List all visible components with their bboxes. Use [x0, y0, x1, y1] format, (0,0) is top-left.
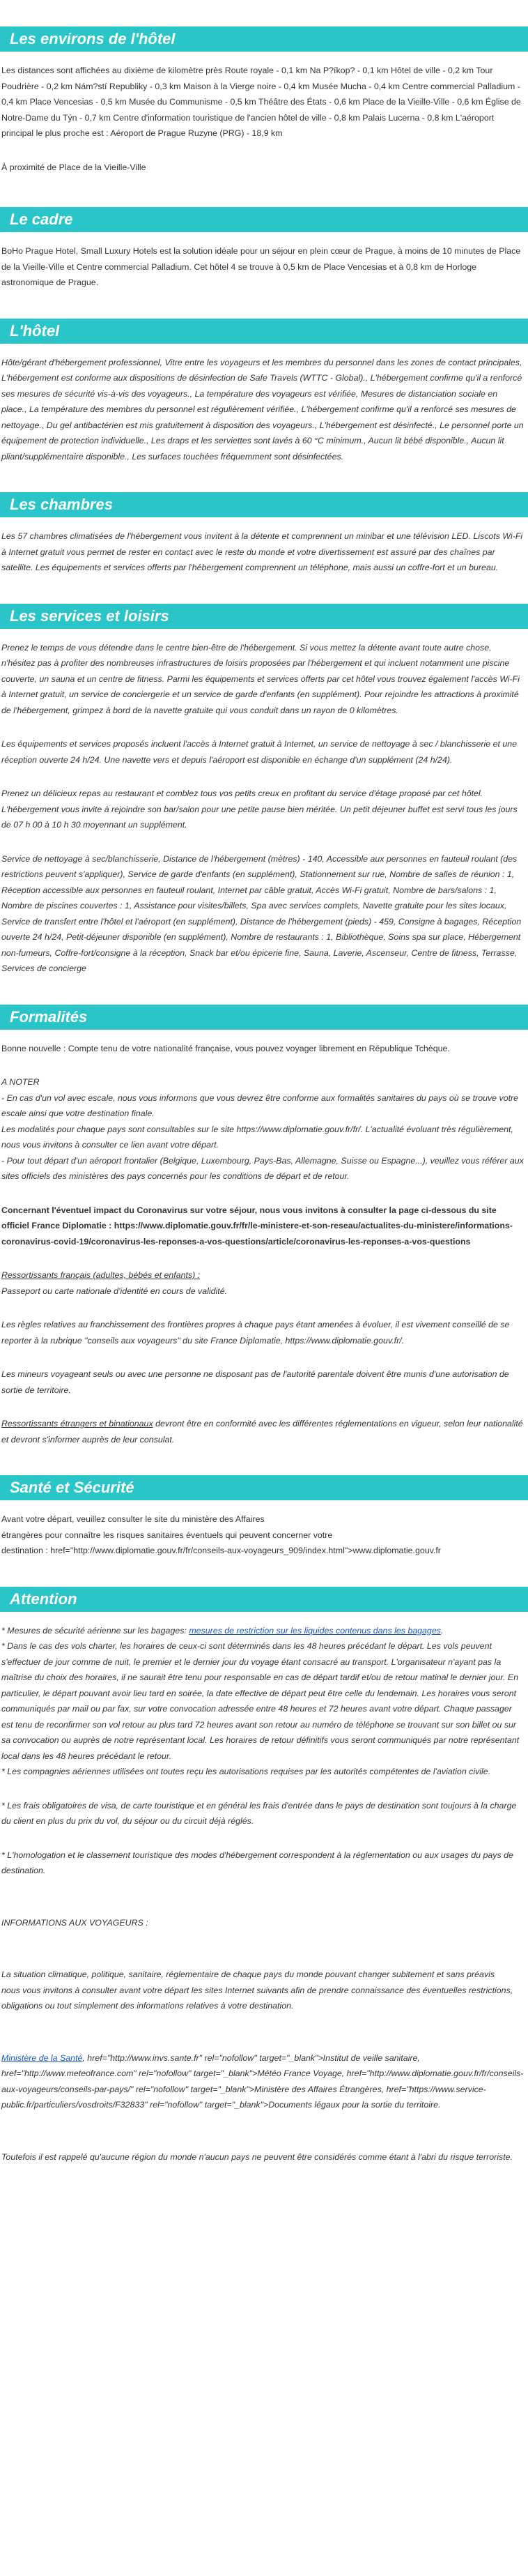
section-attention — [0, 1587, 528, 2165]
environs-distances: Les distances sont affichées au dixième de kilomètre près Route royale - 0,1 km Na P?íkop? - 0,1 km Hôtel de ville - 0,2 km Tour Poudrière - 0,2 km Nám?stí Republiky - 0,3 km Maison à la Vierge noire - 0,4 km Musée Mucha - 0,4 km Centre commercial Palladium - 0,4 km Place Vencesias - 0,5 km Musée du Communisme - 0,5 km Théâtre des États - 0,6 km Place de la Vieille-Ville - 0,6 km Église de Notre-Dame du Týn - 0,7 km Centre d'information touristique de l'ancien hôtel de ville - 0,8 km Palais Lucerna - 0,8 km L'aéroport principal le plus proche est : Aéroport de Prague Ruzyne (PRG) - 18,9 km — [1, 66, 521, 138]
environs-proximity: À proximité de Place de la Vieille-Ville — [1, 162, 146, 172]
attention-baggage-prefix: * Mesures de sécurité aérienne sur les bagages: — [1, 1625, 189, 1636]
section-title: L'hôtel — [0, 319, 528, 344]
hotel-info-page — [0, 26, 528, 2165]
services-paragraph: Les équipements et services proposés incluent l'accès à Internet gratuit à Internet, un service de nettoyage à sec / blanchisserie et une réception ouverte 24 h/24. Une navette vers et depuis l'aéroport est disponible en échange d'un supplément (24 h/24). — [1, 739, 518, 765]
section-title: Les services et loisirs — [0, 604, 528, 629]
attention-links-text: , href="http://www.invs.sante.fr" rel="nofollow" target="_blank">Institut de veille sanitaire, href="http://www.meteofrance.com" rel="nofollow" target="_blank">Météo France Voyage, href="http://www.diplomatie.gouv.fr/fr/conseils-aux-voyageurs/conseils-par-pays/" rel="nofollow" target="_blank">Ministère des Affaires Étrangères, href="https://www.service-public.fr/particuliers/vosdroits/F32833" rel="nofollow" target="_blank">Documents légaux pour la sortie du territoire. — [1, 2052, 524, 2110]
section-formalites — [0, 1005, 528, 1448]
formalites-french-heading: Ressortissants français (adultes, bébés et enfants) : — [1, 1270, 201, 1280]
formalites-foreign-text: devront être en conformité avec les différentes réglementations en vigueur, selon leur nationalité et devront s'informer auprès de leur consulat. — [1, 1419, 523, 1445]
services-amenities-list: Service de nettoyage à sec/blanchisserie, Distance de l'hébergement (mètres) - 140, Accessible aux personnes en fauteuil roulant (des restrictions peuvent s'appliquer), Service de garde d'enfants (en supplément), Stationnement sur rue, Nombre de salles de réunion : 1, Réception accessible aux personnes en fauteuil roulant, Internet par câble gratuit, Accès Wi-Fi gratuit, Nombre de bars/salons : 1, Nombre de piscines couvertes : 1, Assistance pour visites/billets, Spa avec services complets, Navette gratuite pour les sites locaux, Service de transfert entre l'hôtel et l'aéroport (en supplément), Distance de l'hébergement (pieds) - 459, Consigne à bagages, Réception ouverte 24 h/24, Petit-déjeuner disponible (en supplément), Nombre de restaurants : 1, Bibliothèque, Soins spa sur place, Hébergement non-fumeurs, Coffre-fort/consigne à la réception, Snack bar et/ou épicerie fine, Sauna, Laverie, Ascenseur, Centre de fitness, Terrasse, Services de concierge — [1, 853, 522, 973]
attention-charter-flights: * Dans le cas des vols charter, les horaires de ceux-ci sont déterminés dans les 48 heures précédant le départ. Les vols peuvent s'effectuer de jour comme de nuit, le premier et le dernier jour du voyage étant consacré au transport. L'organisateur n'ayant pas la maîtrise du choix des horaires, il ne saurait être tenu pour responsable en cas de départ tardif et/ou de retour matinal le dernier jour. En particulier, le départ pouvant avoir lieu tard en soirée, la date effective de départ peut être celle du lendemain. Les horaires vous seront communiqués par mail ou par fax, sur votre convocation adressée entre 48 heures et 72 heures avant votre départ. Chaque passager est tenu de reconfirmer son vol retour au plus tard 72 heures avant son retour au numéro de téléphone se trouvant sur son billet ou sur sa convocation ou auprès de notre représentant local. Les horaires de retour définitifs vous seront communiqués par notre représentant local dans les 48 heures précédant le retour. * Les compagnies aériennes utilisées ont toutes reçu les autorisations requises par les autorités compétentes de l'aviation civile. — [1, 1641, 520, 1776]
formalites-nationality: Bonne nouvelle : Compte tenu de votre nationalité française, vous pouvez voyager librement en République Tchèque. — [1, 1043, 450, 1053]
formalites-minors: Les mineurs voyageant seuls ou avec une personne ne disposant pas de l'autorité parentale doivent être munis d'une autorisation de sortie de territoire. — [1, 1369, 509, 1395]
chambres-text: Les 57 chambres climatisées de l'hébergement vous invitent à la détente et comprennent un minibar et une télévision LED. Liscots Wi-Fi à Internet gratuit vous permet de rester en contact avec le reste du monde et votre divertissement est assuré par des chaînes par satellite. Les équipements et services offerts par l'hébergement comprennent un téléphone, mais aussi un coffre-fort et un bureau. — [1, 531, 523, 572]
section-services — [0, 604, 528, 977]
attention-classification: * L'homologation et le classement touristique des modes d'hébergement correspondent à la réglementation ou aux usages du pays de destination. — [1, 1850, 513, 1875]
attention-visa-fees: * Les frais obligatoires de visa, de carte touristique et en général les frais d'entrée dans le pays de destination sont toujours à la charge du client en plus du prix du vol, du séjour ou du circuit déjà réglés. — [1, 1800, 517, 1826]
section-title: Formalités — [0, 1005, 528, 1030]
formalites-coronavirus: Concernant l'éventuel impact du Coronavirus sur votre séjour, nous vous invitons à consulter la page ci-dessous du site officiel France Diplomatie : https://www.diplomatie.gouv.fr/fr/le-ministere-et-son-reseau/actualites-du-ministere/informations-coronavirus-covid-19/coronavirus-les-reponses-a-vos-questions/article/coronavirus-les-reponses-a-vos-questions — [1, 1205, 513, 1247]
section-title: Attention — [0, 1587, 528, 1612]
formalites-note: A NOTER - En cas d'un vol avec escale, nous vous informons que vous devrez être conforme aux formalités sanitaires du pays où se trouve votre escale ainsi que votre destination finale. Les modalités pour chaque pays sont consultables sur le site https://www.diplomatie.gouv.fr/fr/. L'actualité évoluant très régulièrement, nous vous invitons à consulter ce lien avant votre départ. - Pour tout départ d'un aéroport frontalier (Belgique, Luxembourg, Pays-Bas, Allemagne, Suisse ou Espagne...), veuillez vous référer aux sites officiels des ministères des pays concernés pour les conditions de départ et de retour. — [1, 1077, 524, 1181]
section-sante — [0, 1475, 528, 1559]
attention-terrorism: Toutefois il est rappelé qu'aucune région du monde n'aucun pays ne peuvent être considérés comme étant à l'abri du risque terroriste. — [1, 2151, 513, 2162]
hotel-text: Hôte/gérant d'hébergement professionnel, Vitre entre les voyageurs et les membres du personnel dans les zones de contact principales, L'hébergement est conforme aux dispositions de désinfection de Safe Travels (WTTC - Global)., L'hébergement confirme qu'il a renforcé ses mesures de sécurité vis-à-vis des voyageurs., La température des voyageurs est vérifiée, Mesures de distanciation sociale en place., La température des membres du personnel est régulièrement vérifiée., L'hébergement confirme qu'il a renforcé ses mesures de nettoyage., Du gel antibactérien est mis gratuitement à disposition des voyageurs., L'hébergement est désinfecté., Le personnel porte un équipement de protection individuelle., Les draps et les serviettes sont lavés à 60 °C minimum., Aucun lit bébé disponible., Aucun lit pliant/supplémentaire disponible., Les surfaces touchées fréquemment sont désinfectées. — [1, 357, 524, 462]
section-chambres — [0, 492, 528, 576]
section-cadre — [0, 207, 528, 291]
formalites-rules: Les règles relatives au franchissement des frontières propres à chaque pays étant amenées à évoluer, il est vivement conseillé de se reporter à la rubrique "conseils aux voyageurs" du site France Diplomatie, https://www.diplomatie.gouv.fr/. — [1, 1320, 510, 1346]
formalites-french-docs: Passeport ou carte nationale d'identité en cours de validité. — [1, 1286, 228, 1296]
section-title: Le cadre — [0, 207, 528, 232]
sante-text: Avant votre départ, veuillez consulter le site du ministère des Affaires étrangères pour connaître les risques sanitaires éventuels qui peuvent concerner votre destination : href="http://www.diplomatie.gouv.fr/fr/conseils-aux-voyageurs_909/index.html">www.diplomatie.gouv.fr — [1, 1514, 441, 1555]
services-paragraph: Prenez un délicieux repas au restaurant et comblez tous vos petits creux en profitant du service d'étage proposé par cet hôtel. L'hébergement vous invite à rejoindre son bar/salon pour une petite pause bien méritée. Un petit déjeuner buffet est servi tous les jours de 07 h 00 à 10 h 30 moyennant un supplément. — [1, 788, 518, 830]
section-title: Santé et Sécurité — [0, 1475, 528, 1500]
section-hotel — [0, 319, 528, 465]
attention-info-heading: INFORMATIONS AUX VOYAGEURS : — [1, 1917, 148, 1928]
liquids-restriction-link[interactable]: mesures de restriction sur les liquides contenus dans les bagages — [189, 1625, 441, 1636]
attention-baggage-suffix: . — [440, 1625, 444, 1636]
ministere-sante-link[interactable]: Ministère de la Santé — [1, 2052, 83, 2063]
services-paragraph: Prenez le temps de vous détendre dans le centre bien-être de l'hébergement. Si vous mettez la détente avant toute autre chose, n'hésitez pas à profiter des nombreuses infrastructures de loisirs proposées par l'hébergement et qui incluent notamment une piscine couverte, un sauna et un centre de fitness. Parmi les équipements et services offerts par cet hôtel vous trouvez également l'accès Wi-Fi à Internet gratuit, un service de conciergerie et un service de garde d'enfants (en supplément). Pour rejoindre les attractions à proximité de l'hébergement, grimpez à bord de la navette gratuite qui vous conduit dans un rayon de 0 kilomètres. — [1, 642, 520, 715]
section-title: Les environs de l'hôtel — [0, 26, 528, 52]
cadre-text: BoHo Prague Hotel, Small Luxury Hotels est la solution idéale pour un séjour en plein cœur de Prague, à moins de 10 minutes de Place de la Vieille-Ville et Centre commercial Palladium. Cet hôtel 4 se trouve à 0,5 km de Place Vencesias et à 0,8 km de Horloge astronomique de Prague. — [1, 246, 521, 287]
formalites-foreign-heading: Ressortissants étrangers et binationaux — [1, 1419, 153, 1428]
attention-situation: La situation climatique, politique, sanitaire, réglementaire de chaque pays du monde pouvant changer subitement et sans préavis nous vous invitons à consulter avant votre départ les sites Internet suivants afin de prendre connaissance des éventuelles restrictions, obligations ou tout simplement des informations relatives à votre destination. — [1, 1969, 513, 2011]
section-environs — [0, 26, 528, 175]
section-title: Les chambres — [0, 492, 528, 517]
